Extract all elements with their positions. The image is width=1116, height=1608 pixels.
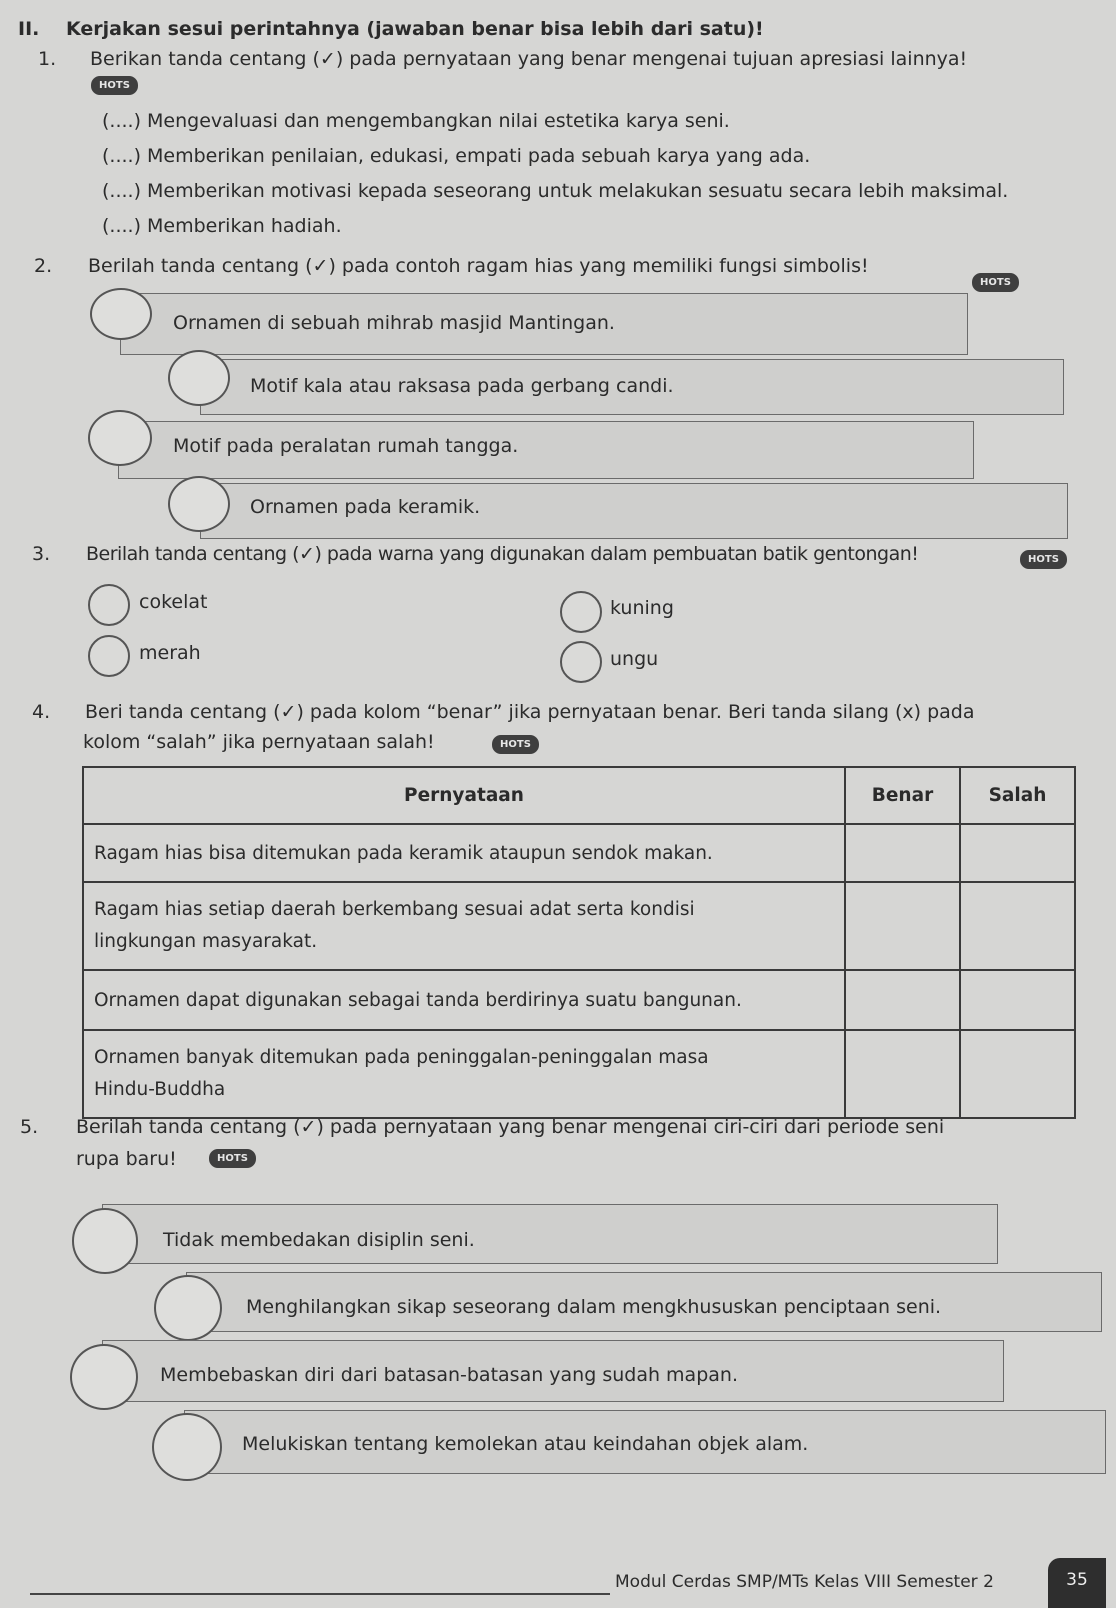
table-row: [83, 1030, 1075, 1118]
statement-cell: [83, 824, 845, 882]
statement-line: Hindu-Buddha: [94, 1079, 226, 1100]
q4-text-line1: Beri tanda centang (✓) pada kolom “benar” jika pernyataan benar. Beri tanda silang (x) pada: [85, 701, 975, 723]
q3-option-text: kuning: [610, 597, 674, 619]
false-cell[interactable]: [960, 1030, 1075, 1118]
true-cell[interactable]: [845, 824, 960, 882]
q3-option-circle[interactable]: [560, 641, 602, 683]
q1-number: 1.: [38, 48, 57, 70]
q2-option-text: Ornamen di sebuah mihrab masjid Mantingan.: [173, 312, 615, 334]
col-header-false: Salah: [960, 767, 1075, 824]
statement-line: Ornamen banyak ditemukan pada peninggalan-peninggalan masa: [94, 1047, 709, 1068]
section-title: Kerjakan sesui perintahnya (jawaban benar bisa lebih dari satu)!: [66, 18, 764, 40]
statement-line: Ragam hias bisa ditemukan pada keramik ataupun sendok makan.: [94, 842, 713, 864]
statement-cell: [83, 970, 845, 1030]
q5-option-circle[interactable]: [152, 1413, 222, 1481]
q4-number: 4.: [32, 701, 51, 723]
q3-number: 3.: [32, 543, 51, 565]
q5-text-line1: Berilah tanda centang (✓) pada pernyataan yang benar mengenai ciri-ciri dari periode seni: [76, 1116, 945, 1138]
statement-line: Ornamen dapat digunakan sebagai tanda berdirinya suatu bangunan.: [94, 989, 742, 1011]
q1-item-text: Memberikan motivasi kepada seseorang untuk melakukan sesuatu secara lebih maksimal.: [147, 180, 1009, 202]
q1-item-mark[interactable]: (....): [102, 215, 141, 237]
q2-option-text: Ornamen pada keramik.: [250, 496, 481, 518]
q1-item-mark[interactable]: (....): [102, 145, 141, 167]
true-cell[interactable]: [845, 882, 960, 970]
q2-option-circle[interactable]: [168, 350, 230, 406]
q5-option-text: Melukiskan tentang kemolekan atau keindahan objek alam.: [242, 1433, 809, 1455]
q5-option-circle[interactable]: [72, 1208, 138, 1274]
q2-hots-badge: HOTS: [972, 273, 1019, 292]
q5-option-text: Tidak membedakan disiplin seni.: [163, 1229, 475, 1251]
col-header-statement: Pernyataan: [83, 767, 845, 824]
q3-hots-badge: HOTS: [1020, 550, 1067, 569]
false-cell[interactable]: [960, 824, 1075, 882]
q1-item-text: Memberikan hadiah.: [147, 215, 342, 237]
q3-option-circle[interactable]: [88, 584, 130, 626]
q3-text: Berilah tanda centang (✓) pada warna yang digunakan dalam pembuatan batik gentongan!: [86, 543, 919, 565]
table-row: [83, 882, 1075, 970]
q5-text-line2: rupa baru!: [76, 1148, 177, 1170]
statement-line: Ragam hias setiap daerah berkembang sesuai adat serta kondisi: [94, 899, 695, 920]
q5-number: 5.: [20, 1116, 39, 1138]
q1-item-mark[interactable]: (....): [102, 180, 141, 202]
table-header-row: [83, 767, 1075, 824]
q3-option-text: cokelat: [139, 591, 208, 613]
q5-option-text: Membebaskan diri dari batasan-batasan yang sudah mapan.: [160, 1364, 738, 1386]
q2-option-text: Motif kala atau raksasa pada gerbang candi.: [250, 375, 674, 397]
q1-item[interactable]: [102, 110, 730, 133]
col-header-true: Benar: [845, 767, 960, 824]
q1-item-text: Mengevaluasi dan mengembangkan nilai estetika karya seni.: [147, 110, 730, 132]
q4-text-line2: kolom “salah” jika pernyataan salah!: [83, 731, 435, 753]
q3-option-circle[interactable]: [88, 635, 130, 677]
q1-item[interactable]: [102, 215, 342, 238]
q3-option-text: ungu: [610, 648, 659, 670]
q3-option-text: merah: [139, 642, 201, 664]
table-row: [83, 824, 1075, 882]
q5-option-circle[interactable]: [154, 1275, 222, 1341]
q2-option-text: Motif pada peralatan rumah tangga.: [173, 435, 519, 457]
q1-item-text: Memberikan penilaian, edukasi, empati pada sebuah karya yang ada.: [147, 145, 811, 167]
table-row: [83, 970, 1075, 1030]
q4-hots-badge: HOTS: [492, 735, 539, 754]
page-number: 35: [1048, 1558, 1106, 1608]
q1-item[interactable]: [102, 145, 810, 168]
q2-number: 2.: [34, 255, 53, 277]
footer-text: Modul Cerdas SMP/MTs Kelas VIII Semester 2: [615, 1572, 994, 1592]
q5-option-text: Menghilangkan sikap seseorang dalam mengkhususkan penciptaan seni.: [246, 1296, 942, 1318]
statement-line: lingkungan masyarakat.: [94, 931, 318, 952]
q1-hots-badge: HOTS: [91, 76, 138, 95]
statement-cell: [83, 882, 845, 970]
q5-option-circle[interactable]: [70, 1344, 138, 1410]
true-cell[interactable]: [845, 1030, 960, 1118]
q2-text: Berilah tanda centang (✓) pada contoh ragam hias yang memiliki fungsi simbolis!: [88, 255, 869, 277]
q2-option-circle[interactable]: [90, 288, 152, 340]
statement-table: [82, 766, 1076, 1119]
false-cell[interactable]: [960, 882, 1075, 970]
section-number: II.: [18, 18, 40, 40]
false-cell[interactable]: [960, 970, 1075, 1030]
true-cell[interactable]: [845, 970, 960, 1030]
q1-item[interactable]: [102, 180, 1008, 203]
q3-option-circle[interactable]: [560, 591, 602, 633]
q2-option-circle[interactable]: [168, 476, 230, 532]
statement-cell: [83, 1030, 845, 1118]
q2-option-circle[interactable]: [88, 410, 152, 466]
q1-item-mark[interactable]: (....): [102, 110, 141, 132]
footer-rule: [30, 1593, 610, 1595]
q1-text: Berikan tanda centang (✓) pada pernyataan yang benar mengenai tujuan apresiasi lainnya!: [90, 48, 968, 70]
q5-hots-badge: HOTS: [209, 1149, 256, 1168]
